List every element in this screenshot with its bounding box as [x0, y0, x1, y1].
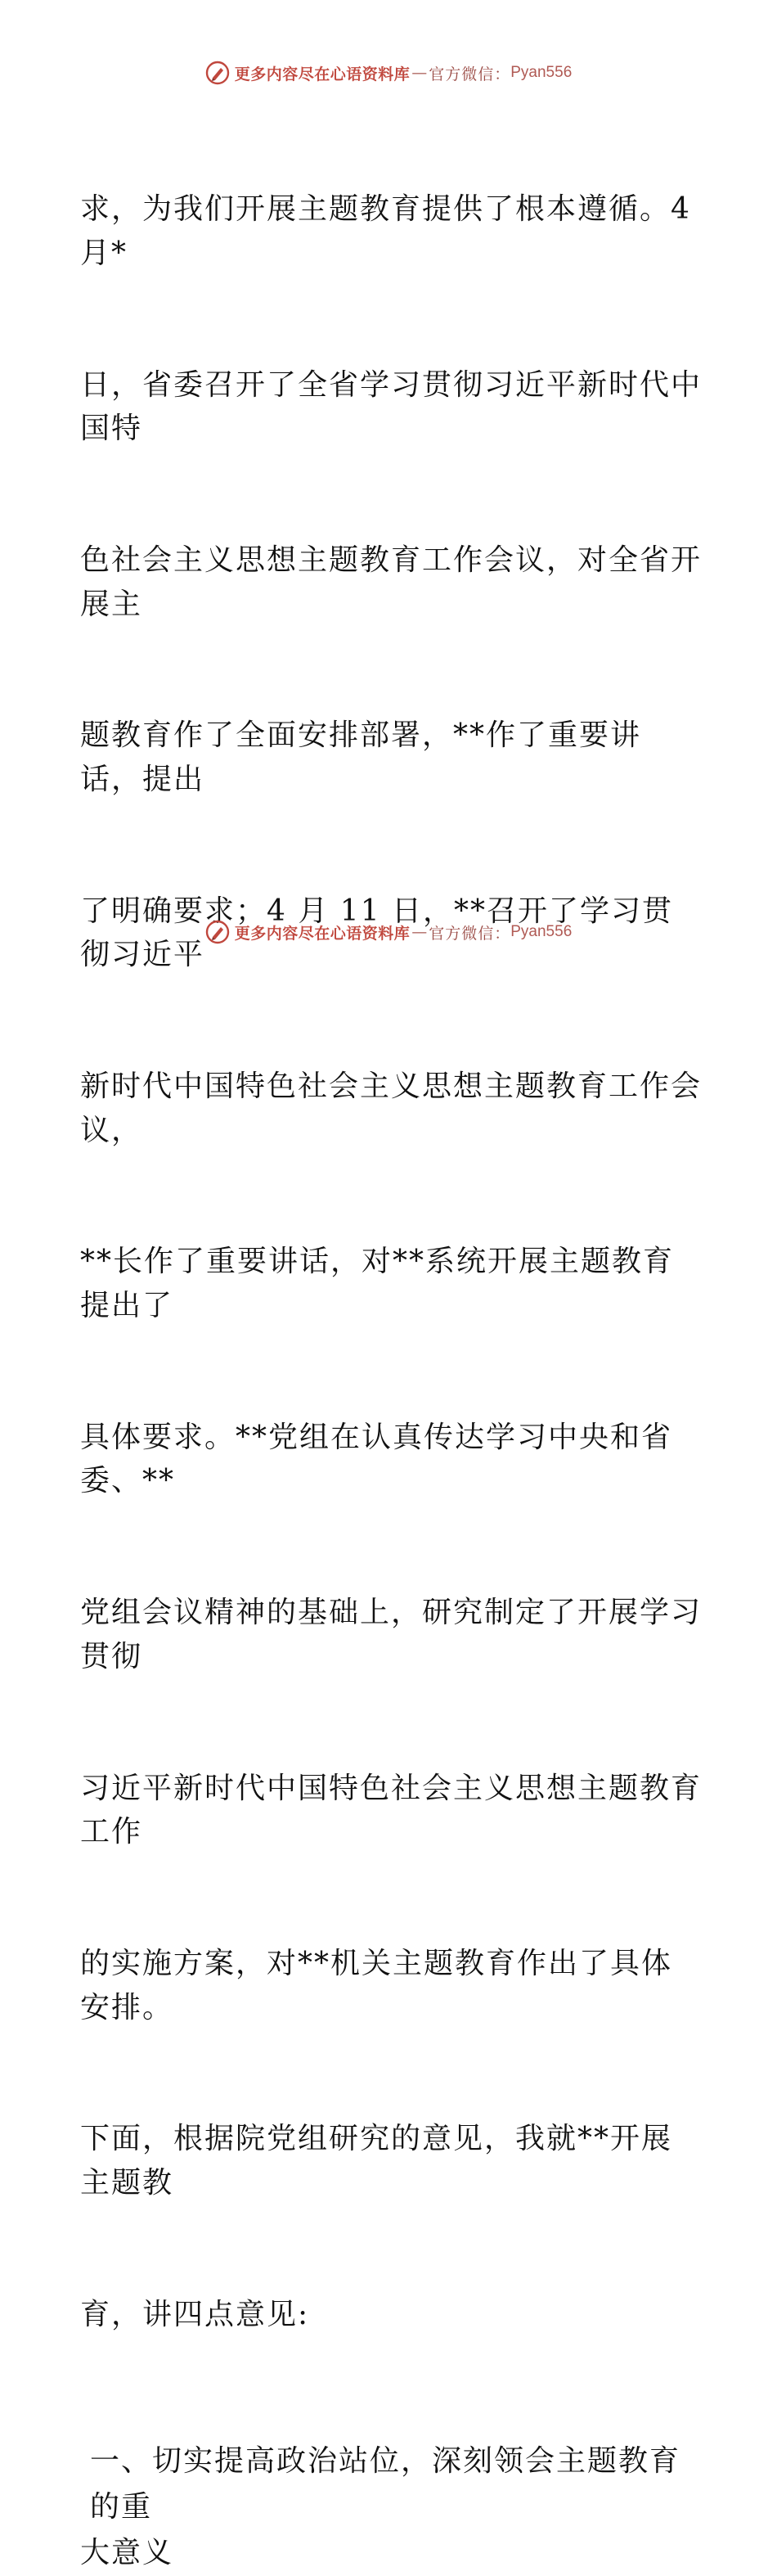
heading-line: 一、切实提高政治站位，深刻领会主题教育的重 [90, 2444, 681, 2524]
text-line: 具体要求。**党组在认真传达学习中央和省委、** [80, 1420, 673, 1498]
watermark-wechat-id: Pyan556 [510, 64, 573, 81]
watermark-wechat-label: 官方微信： [429, 65, 511, 83]
text-line: 新时代中国特色社会主义思想主题教育工作会议， [80, 1070, 703, 1147]
section-heading [80, 2439, 702, 2576]
watermark-wechat-label: 官方微信： [429, 924, 511, 943]
text-line: 下面，根据院党组研究的意见，我就**开展主题教 [80, 2122, 673, 2200]
pen-logo-icon [205, 61, 230, 85]
heading-line-continued: 大意义 [80, 2536, 174, 2570]
text-line: 求，为我们开展主题教育提供了根本遵循。4月* [80, 192, 691, 270]
pen-logo-icon [205, 920, 230, 944]
watermark-wechat-id: Pyan556 [510, 923, 573, 940]
text-line: 育，讲四点意见: [80, 2297, 310, 2331]
text-line: 色社会主义思想主题教育工作会议，对全省开展主 [80, 543, 703, 621]
body-paragraph [80, 100, 702, 2424]
watermark-separator: — [411, 64, 428, 82]
text-line: **长作了重要讲话，对**系统开展主题教育提出了 [80, 1245, 675, 1323]
text-line: 日，省委召开了全省学习贯彻习近平新时代中国特 [80, 367, 703, 446]
footer-watermark [0, 920, 777, 944]
watermark-brand-text: 更多内容尽在心语资料库 [234, 65, 411, 83]
watermark-separator: — [411, 923, 428, 941]
watermark-brand-text: 更多内容尽在心语资料库 [234, 924, 411, 943]
document-body [80, 100, 702, 2576]
text-line: 了明确要求；4 月 11 日，**召开了学习贯彻习近平 [80, 894, 674, 972]
text-line: 党组会议精神的基础上，研究制定了开展学习贯彻 [80, 1596, 703, 1673]
text-line: 的实施方案，对**机关主题教育作出了具体安排。 [80, 1946, 673, 2024]
header-watermark [0, 61, 777, 85]
text-line: 习近平新时代中国特色社会主义思想主题教育工作 [80, 1771, 703, 1849]
text-line: 题教育作了全面安排部署，**作了重要讲话，提出 [80, 718, 642, 796]
